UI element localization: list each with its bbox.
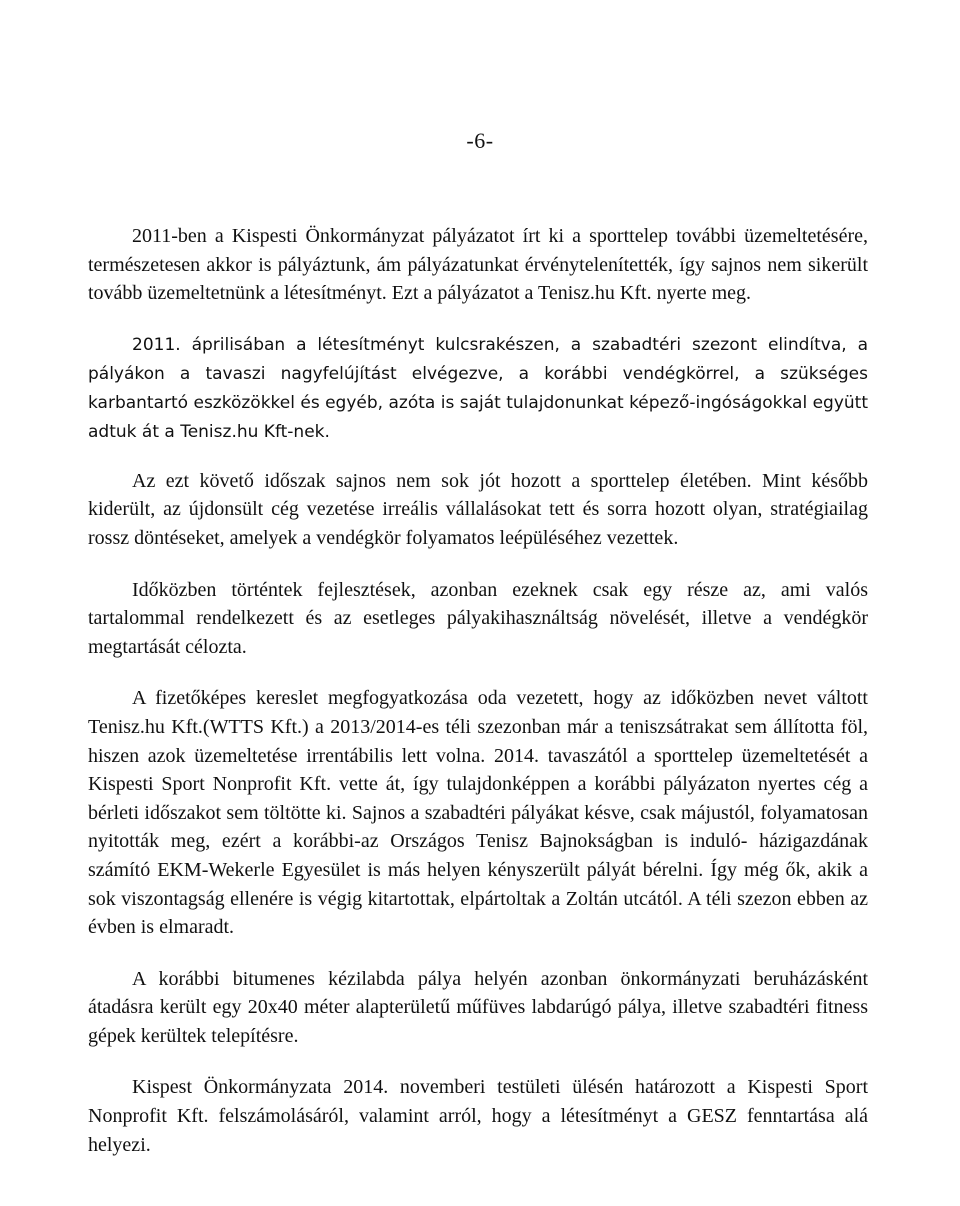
document-body xyxy=(88,222,868,1159)
paragraph-following-period: Az ezt követő időszak sajnos nem sok jót hozott a sporttelep életében. Mint később kiderült, az újdonsült cég vezetése irreális vállalásokat tett és sorra hozott olyan, stratégiailag rossz döntéseket, amelyek a vendégkör folyamatos leépüléséhez vezettek. xyxy=(88,469,868,549)
paragraph-artificial-turf-pitch: A korábbi bitumenes kézilabda pálya helyén azonban önkormányzati beruházásként átadásra került egy 20x40 méter alapterületű műfüves labdarúgó pálya, illetve szabadtéri fitness gépek kerültek telepítésre. xyxy=(88,967,868,1047)
paragraph-demand-decline: A fizetőképes kereslet megfogyatkozása oda vezetett, hogy az időközben nevet váltott Tenisz.hu Kft.(WTTS Kft.) a 2013/2014-es téli szezonban már a teniszsátrakat sem állította föl, hiszen azok üzemeltetése irrentábilis lett volna. 2014. tavaszától a sporttelep üzemeltetését a Kispesti Sport Nonprofit Kft. vette át, így tulajdonképpen a korábbi pályázaton nyertes cég a bérleti időszakot sem töltötte ki. Sajnos a szabadtéri pályákat késve, csak májustól, folyamatosan nyitották meg, ezért a korábbi-az Országos Tenisz Bajnokságban is induló- házigazdának számító EKM-Wekerle Egyesület is más helyen kényszerült pályát bérelni. Így még ők, akik a sok viszontagság ellenére is végig kitartottak, elpártoltak a Zoltán utcától. A téli szezon ebben az évben is elmaradt. xyxy=(88,687,868,939)
page-number: -6- xyxy=(466,128,494,153)
paragraph-handover-april-2011: 2011. áprilisában a létesítményt kulcsrakészen, a szabadtéri szezont elindítva, a pályákon a tavaszi nagyfelújítást elvégezve, a korábbi vendégkörrel, a szükséges karbantartó eszközökkel és egyéb, azóta is saját tulajdonunkat képező-ingóságokkal együtt adtuk át a Tenisz.hu Kft-nek. xyxy=(88,334,868,442)
paragraph-council-decision: Kispest Önkormányzata 2014. novemberi testületi ülésén határozott a Kispesti Sport Nonprofit Kft. felszámolásáról, valamint arról, hogy a létesítményt a GESZ fenntartása alá helyezi. xyxy=(88,1076,868,1156)
paragraph-developments: Időközben történtek fejlesztések, azonban ezeknek csak egy része az, ami valós tartalommal rendelkezett és az esetleges pályakihasználtság növelését, illetve a vendégkör megtartását célozta. xyxy=(88,578,868,658)
paragraph-tender-2011: 2011-ben a Kispesti Önkormányzat pályázatot írt ki a sporttelep további üzemeltetésére, természetesen akkor is pályáztunk, ám pályázatunkat érvénytelenítették, így sajnos nem sikerült tovább üzemeltetnünk a létesítményt. Ezt a pályázatot a Tenisz.hu Kft. nyerte meg. xyxy=(88,225,868,305)
